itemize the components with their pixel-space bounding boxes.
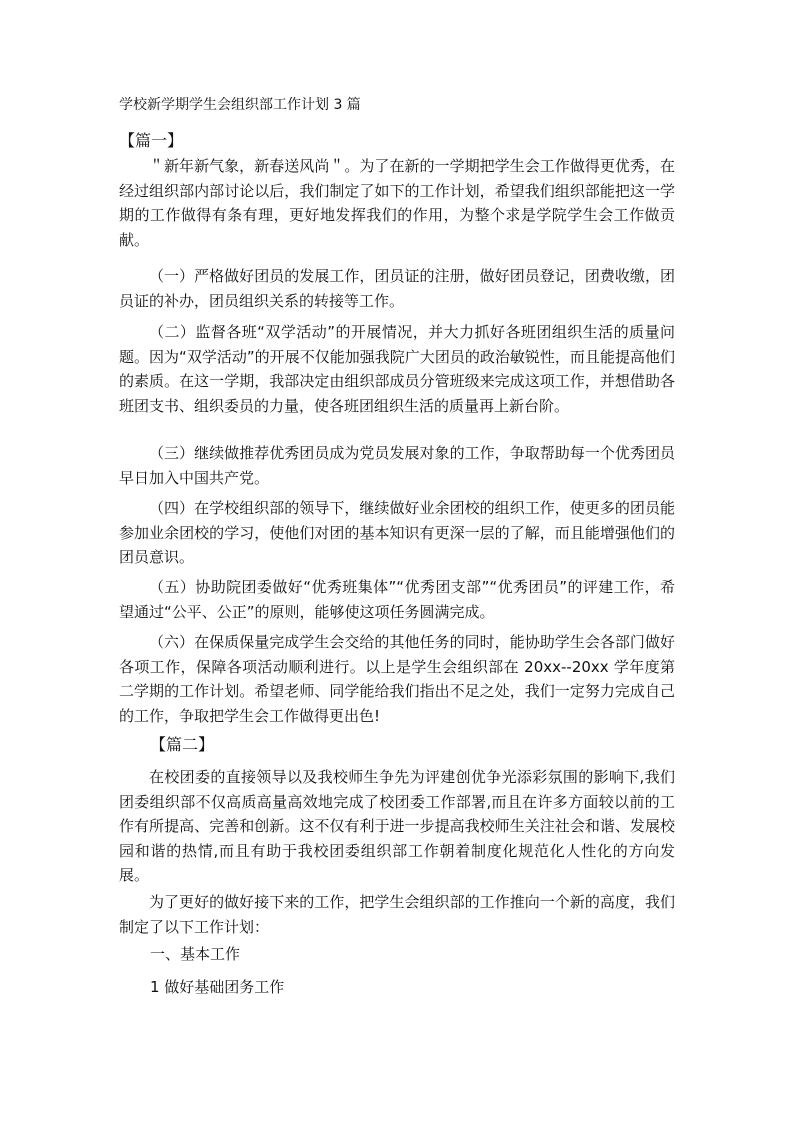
intro-paragraph: ＂新年新气象，新春送风尚＂。为了在新的一学期把学生会工作做得更优秀，在经过组织部内部讨论以后，我们制定了如下的工作计划，希望我们组织部能把这一学期的工作做得有条有理，更好地发挥我们的作用，为整个求是学院学生会工作做贡献。	[119, 157, 675, 249]
item-paragraph-1: （一）严格做好团员的发展工作，团员证的注册，做好团员登记，团费收缴，团员证的补办，团员组织关系的转接等工作。	[119, 267, 675, 310]
document-title: 学校新学期学生会组织部工作计划 3 篇	[119, 97, 361, 113]
heading-basic-league-work: 1 做好基础团务工作	[150, 978, 285, 996]
item-paragraph-5: （五）协助院团委做好“优秀班集体”“优秀团支部”“优秀团员”的评建工作，希望通过“公平、公正”的原则，能够使这项任务圆满完成。	[119, 578, 675, 621]
part2-intro-paragraph: 在校团委的直接领导以及我校师生争先为评建创优争光添彩氛围的影响下,我们团委组织部不仅高质高量高效地完成了校团委工作部署,而且在许多方面较以前的工作有所提高、完善和创新。这不仅有利于进一步提高我校师生关注社会和谐、发展校园和谐的热情,而且有助于我校团委组织部工作朝着制度化规范化人性化的方向发展。	[119, 768, 675, 884]
section-label-part1: 【篇一】	[119, 131, 184, 150]
plan-paragraph: 为了更好的做好接下来的工作，把学生会组织部的工作推向一个新的高度，我们制定了以下工作计划：	[119, 893, 675, 936]
item-paragraph-2: （二）监督各班“双学活动”的开展情况，并大力抓好各班团组织生活的质量问题。因为“双学活动”的开展不仅能加强我院广大团员的政治敏锐性，而且能提高他们的素质。在这一学期，我部决定由组织部成员分管班级来完成这项工作，并想借助各班团支书、组织委员的力量，使各班团组织生活的质量再上新台阶。	[119, 323, 675, 415]
item-paragraph-3: （三）继续做推荐优秀团员成为党员发展对象的工作，争取帮助每一个优秀团员早日加入中国共产党。	[119, 444, 675, 487]
item-paragraph-6: （六）在保质保量完成学生会交给的其他任务的同时，能协助学生会各部门做好各项工作，保障各项活动顺利进行。以上是学生会组织部在 20xx--20xx 学年度第二学期的工作计划。希望老师、同学能给我们指出不足之处，我们一定努力完成自己的工作，争取把学生会工作做得更出色!	[119, 633, 675, 725]
section-label-part2: 【篇二】	[150, 735, 215, 754]
heading-basic-work: 一、基本工作	[150, 945, 241, 963]
item-paragraph-4: （四）在学校组织部的领导下，继续做好业余团校的组织工作，使更多的团员能参加业余团校的学习，使他们对团的基本知识有更深一层的了解，而且能增强他们的团员意识。	[119, 499, 675, 566]
